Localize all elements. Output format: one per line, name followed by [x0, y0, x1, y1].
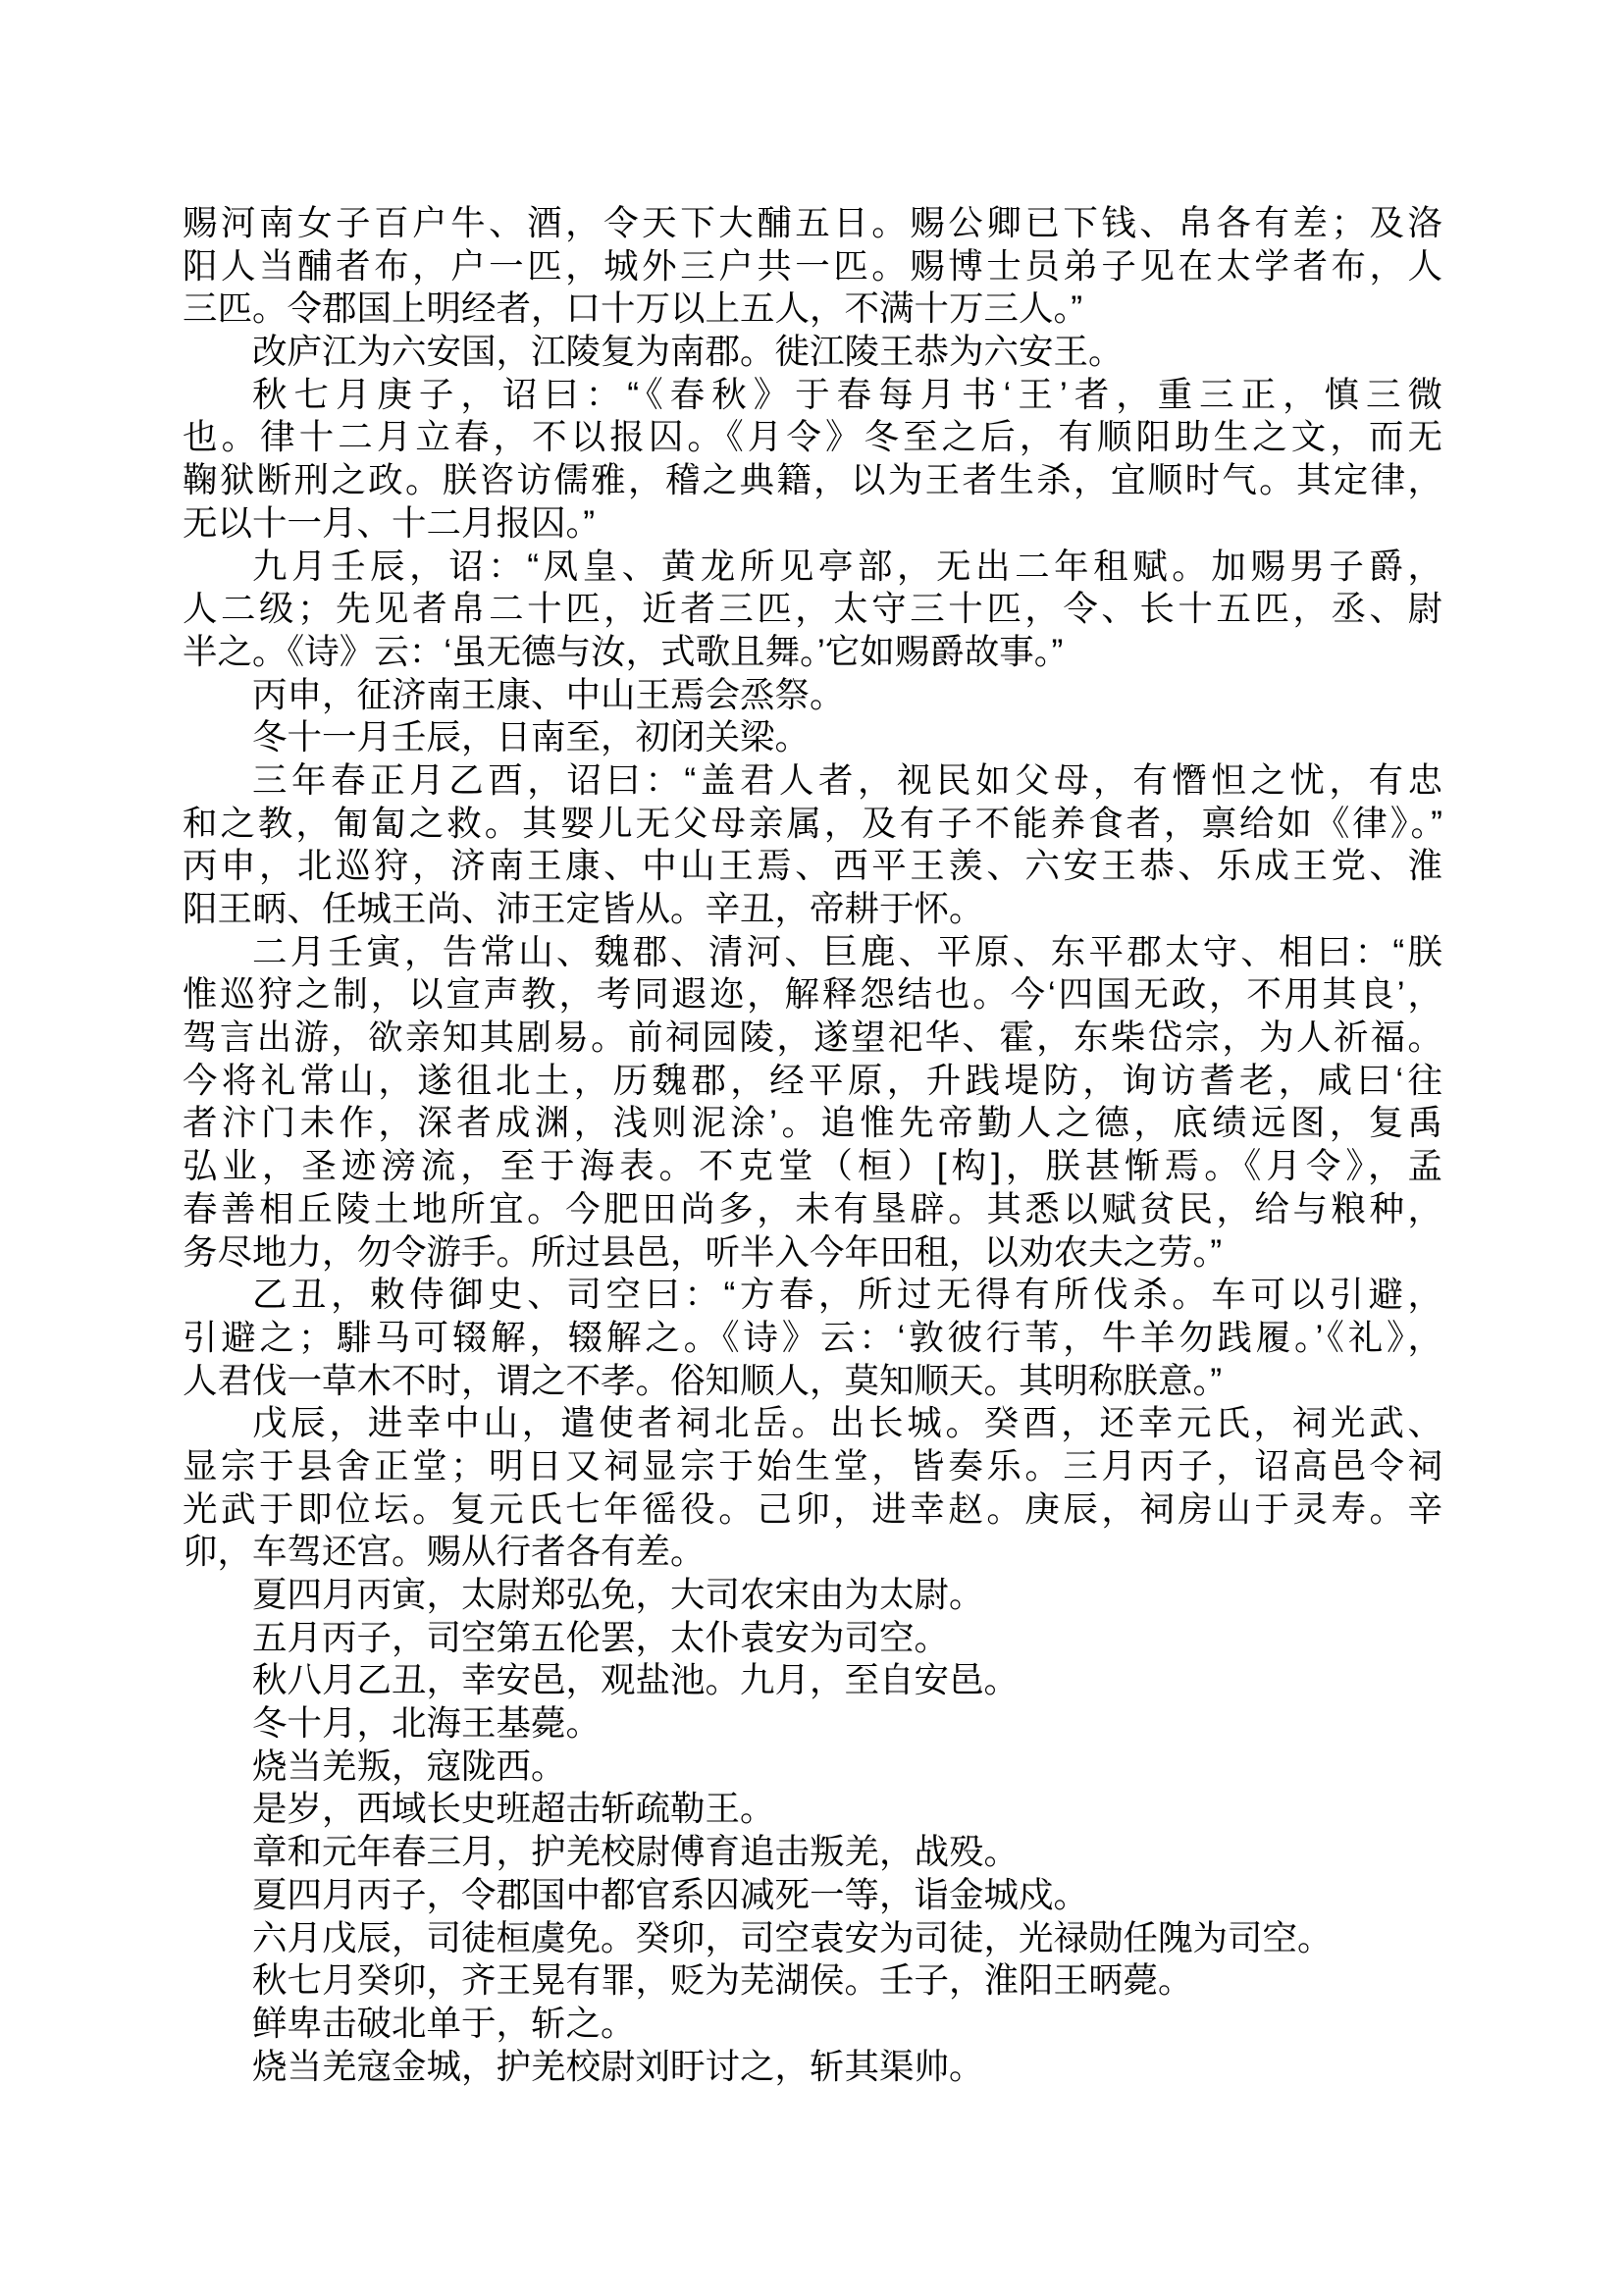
text-line: 冬十一月壬辰，日南至，初闭关梁。: [252, 717, 811, 757]
text-line: 人二级；先见者帛二十匹，近者三匹，太守三十匹，令、长十五匹，丞、尉: [183, 589, 1442, 629]
text-line: 是岁，西域长史班超击斩疏勒王。: [252, 1789, 775, 1829]
text-line: 章和元年春三月，护羌校尉傅育追击叛羌，战殁。: [252, 1832, 1020, 1872]
text-line: 冬十月，北海王基薨。: [252, 1703, 602, 1744]
text-line: 半之。《诗》云：‘虽无德与汝，式歌且舞。’它如赐爵故事。”: [183, 631, 1064, 671]
text-line: 也。律十二月立春，不以报囚。《月令》冬至之后，有顺阳助生之文，而无: [183, 417, 1442, 457]
text-line: 秋七月庚子，诏曰：“《春秋》于春每月书‘王’者，重三正，慎三微: [252, 374, 1442, 414]
text-line: 驾言出游，欲亲知其剧易。前祠园陵，遂望祀华、霍，东柴岱宗，为人祈福。: [183, 1017, 1442, 1058]
text-line: 显宗于县舍正堂；明日又祠显宗于始生堂，皆奏乐。三月丙子，诏高邑令祠: [183, 1445, 1442, 1486]
text-line: 烧当羌寇金城，护羌校尉刘盱讨之，斩其渠帅。: [252, 2046, 984, 2086]
text-line: 引避之；騑马可辍解，辍解之。《诗》云：‘敦彼行苇，牛羊勿践履。’《礼》，: [183, 1317, 1442, 1357]
text-line: 赐河南女子百户牛、酒，令天下大酺五日。赐公卿已下钱、帛各有差；及洛: [183, 203, 1442, 242]
text-line: 春善相丘陵土地所宜。今肥田尚多，未有垦辟。其悉以赋贫民，给与粮种，: [183, 1188, 1442, 1228]
text-line: 鲜卑击破北单于，斩之。: [252, 2003, 636, 2043]
text-line: 光武于即位坛。复元氏七年徭役。己卯，进幸赵。庚辰，祠房山于灵寿。辛: [183, 1488, 1442, 1529]
text-line: 惟巡狩之制，以宣声教，考同遐迩，解释怨结也。今‘四国无政，不用其良’，: [183, 974, 1442, 1015]
text-line: 九月壬辰，诏：“凤皇、黄龙所见亭部，无出二年租赋。加赐男子爵，: [252, 546, 1442, 586]
text-line: 三年春正月乙酉，诏曰：“盖君人者，视民如父母，有憯怛之忧，有忠: [252, 759, 1442, 800]
text-line: 改庐江为六安国，江陵复为南郡。徙江陵王恭为六安王。: [252, 332, 1124, 372]
text-line: 二月壬寅，告常山、魏郡、清河、巨鹿、平原、东平郡太守、相曰：“朕: [252, 931, 1442, 971]
text-line: 戊辰，进幸中山，遣使者祠北岳。出长城。癸酉，还幸元氏，祠光武、: [252, 1403, 1442, 1443]
text-line: 丙申，北巡狩，济南王康、中山王焉、西平王羡、六安王恭、乐成王党、淮: [183, 846, 1442, 886]
text-line: 者汴门未作，深者成渊，浅则泥涂’。追惟先帝勤人之德，底绩远图，复禹: [183, 1103, 1442, 1143]
text-line: 无以十一月、十二月报囚。”: [183, 502, 596, 543]
text-line: 夏四月丙子，令郡国中都官系囚减死一等，诣金城戍。: [252, 1874, 1089, 1914]
text-line: 阳王昞、任城王尚、沛王定皆从。辛丑，帝耕于怀。: [183, 889, 984, 928]
text-line: 烧当羌叛，寇陇西。: [252, 1746, 566, 1786]
text-line: 丙申，征济南王康、中山王焉会烝祭。: [252, 674, 845, 714]
text-line: 人君伐一草木不时，谓之不孝。俗知顺人，莫知顺天。其明称朕意。”: [183, 1360, 1223, 1400]
text-line: 阳人当酺者布，户一匹，城外三户共一匹。赐博士员弟子见在太学者布，人: [183, 245, 1442, 286]
text-line: 三匹。令郡国上明经者，口十万以上五人，不满十万三人。”: [183, 288, 1083, 329]
text-line: 秋八月乙丑，幸安邑，观盐池。九月，至自安邑。: [252, 1660, 1020, 1700]
text-body: [183, 202, 1442, 2088]
text-line: 夏四月丙寅，太尉郑弘免，大司农宋由为太尉。: [252, 1575, 984, 1614]
text-line: 务尽地力，勿令游手。所过县邑，听半入今年田租，以劝农夫之劳。”: [183, 1231, 1223, 1272]
text-line: 今将礼常山，遂徂北土，历魏郡，经平原，升践堤防，询访耆老，咸曰‘往: [183, 1060, 1442, 1100]
text-line: 弘业，圣迹滂流，至于海表。不克堂（桓）[构]，朕甚惭焉。《月令》，孟: [183, 1146, 1442, 1186]
text-line: 乙丑，敕侍御史、司空曰：“方春，所过无得有所伐杀。车可以引避，: [252, 1275, 1442, 1315]
text-line: 和之教，匍匐之救。其婴儿无父母亲属，及有子不能养食者，禀给如《律》。”: [183, 803, 1442, 843]
text-line: 六月戊辰，司徒桓虞免。癸卯，司空袁安为司徒，光禄勋任隗为司空。: [252, 1917, 1333, 1957]
text-line: 五月丙子，司空第五伦罢，太仆袁安为司空。: [252, 1617, 950, 1657]
text-line: 鞠狱断刑之政。朕咨访儒雅，稽之典籍，以为王者生杀，宜顺时气。其定律，: [183, 460, 1442, 500]
text-line: 卯，车驾还宫。赐从行者各有差。: [183, 1532, 706, 1572]
text-line: 秋七月癸卯，齐王晃有罪，贬为芜湖侯。壬子，淮阳王昞薨。: [252, 1960, 1193, 2001]
